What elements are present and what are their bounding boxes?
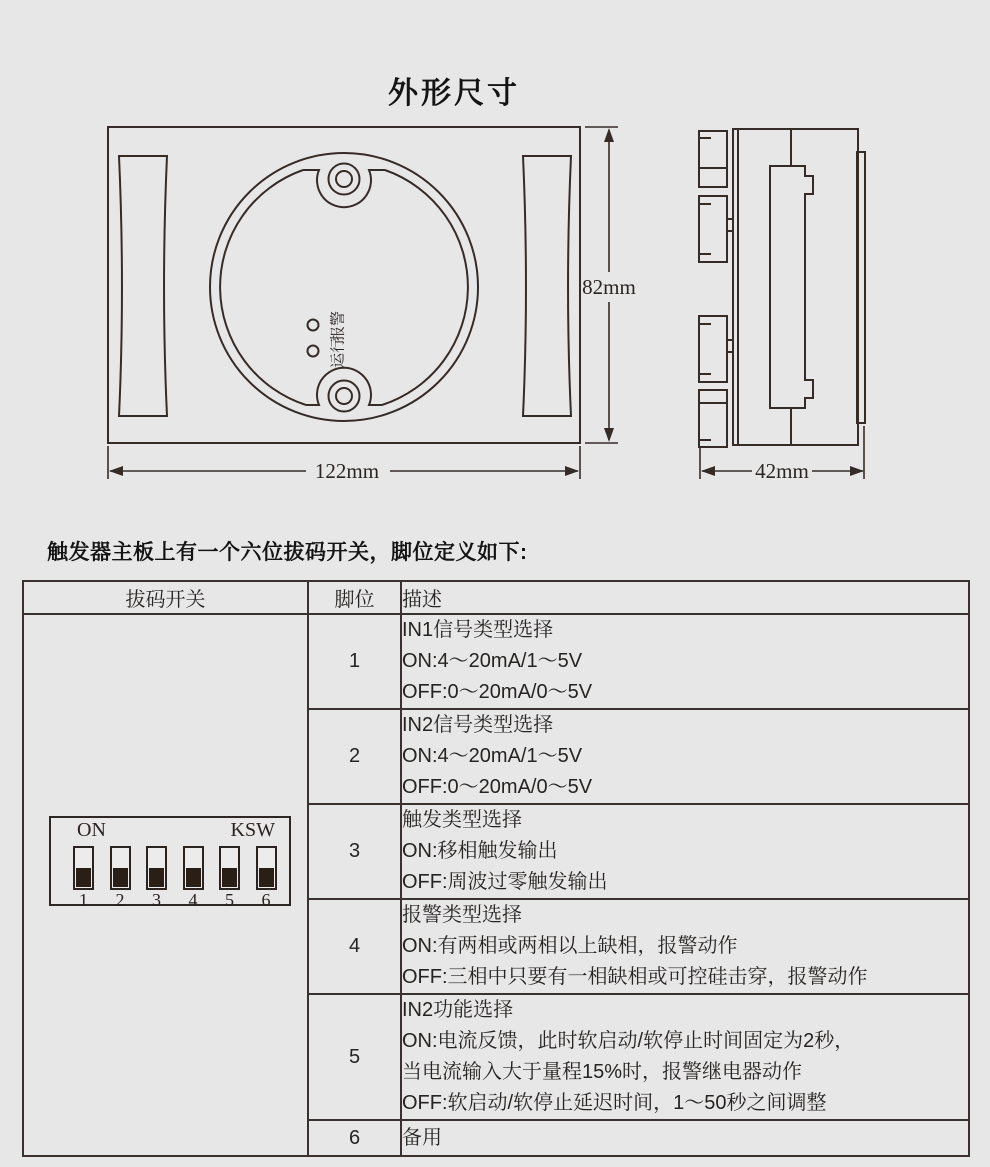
- header-pin: 脚位: [308, 581, 401, 614]
- bottom-screw-outer: [329, 381, 360, 412]
- led-run-icon: [308, 346, 319, 357]
- switch-slider-icon: [256, 846, 277, 890]
- top-screw-inner: [336, 171, 352, 187]
- dip-switch-cell: [23, 614, 308, 1156]
- top-screw-pocket: [303, 170, 385, 207]
- bottom-screw-inner: [336, 388, 352, 404]
- dip-switch-2: 2: [110, 846, 131, 910]
- cover-inner-left-arc: [220, 170, 306, 405]
- side-width-dimension-label: 42mm: [755, 459, 809, 483]
- side-view-drawing: [699, 129, 865, 447]
- led-alarm-label: 报警: [329, 310, 347, 342]
- pin-description: 报警类型选择 ON:有两相或两相以上缺相，报警动作 OFF:三相中只要有一相缺相或可控硅击穿，报警动作: [401, 899, 969, 994]
- pin-number: 4: [308, 899, 401, 994]
- pin-description: IN2功能选择 ON:电流反馈，此时软启动/软停止时间固定为2秒， 当电流输入大于量程15%时，报警继电器动作 OFF:软启动/软停止延迟时间，1～50秒之间调整: [401, 994, 969, 1120]
- dip-switch-4: 4: [183, 846, 204, 910]
- header-description: 描述: [401, 581, 969, 614]
- table-header-row: [23, 581, 969, 614]
- cover-inner-right-arc: [382, 170, 468, 405]
- switch-slider-icon: [110, 846, 131, 890]
- led-run-label: 运行: [329, 337, 347, 369]
- side-slot: [770, 166, 813, 408]
- front-view-drawing: [108, 127, 580, 443]
- dip-switch-graphic: [49, 816, 291, 910]
- width-dimension-label: 122mm: [314, 459, 380, 483]
- pin-description: IN1信号类型选择 ON:4～20mA/1～5V OFF:0～20mA/0～5V: [401, 614, 969, 709]
- pin-description: 备用: [401, 1120, 969, 1156]
- dip-switch-table: [22, 580, 970, 1157]
- switch-slider-icon: [219, 846, 240, 890]
- dip-model-label: KSW: [230, 819, 275, 841]
- header-dip-switch: 拔码开关: [23, 581, 308, 614]
- dip-switch-1: 1: [73, 846, 94, 910]
- pin-number: 1: [308, 614, 401, 709]
- height-dimension-label: 82mm: [582, 275, 636, 299]
- pin-description: 触发类型选择 ON:移相触发输出 OFF:周波过零触发输出: [401, 804, 969, 899]
- pin-number: 6: [308, 1120, 401, 1156]
- switch-slider-icon: [146, 846, 167, 890]
- pin-description: IN2信号类型选择 ON:4～20mA/1～5V OFF:0～20mA/0～5V: [401, 709, 969, 804]
- pin-number: 2: [308, 709, 401, 804]
- front-left-bar: [119, 156, 167, 416]
- dimension-drawings: [0, 0, 990, 520]
- dip-switch-3: 3: [146, 846, 167, 910]
- top-screw-outer: [329, 164, 360, 195]
- pin-number: 3: [308, 804, 401, 899]
- switch-slider-icon: [73, 846, 94, 890]
- pin-number: 5: [308, 994, 401, 1120]
- switch-slider-icon: [183, 846, 204, 890]
- page-title: 外形尺寸: [388, 77, 520, 110]
- front-right-bar: [523, 156, 571, 416]
- dip-on-label: ON: [77, 819, 106, 841]
- bottom-screw-pocket: [306, 368, 382, 405]
- dip-switch-6: 6: [256, 846, 277, 910]
- table-row: [23, 614, 969, 709]
- intro-text: 触发器主板上有一个六位拔码开关，脚位定义如下:: [47, 541, 528, 564]
- dip-switch-5: 5: [219, 846, 240, 910]
- led-alarm-icon: [308, 320, 319, 331]
